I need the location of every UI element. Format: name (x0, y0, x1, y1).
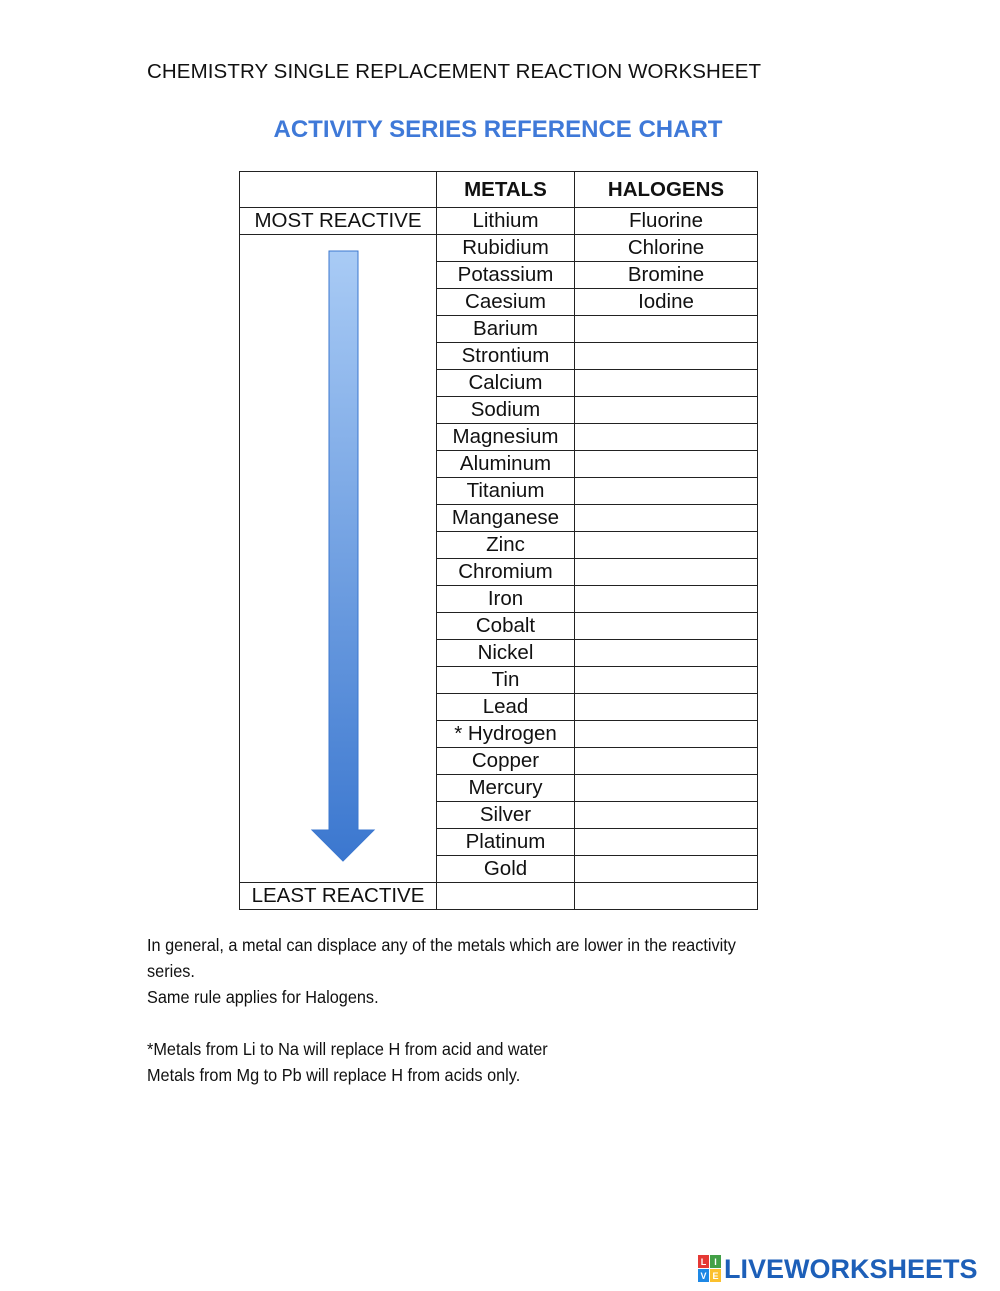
metal-cell: Sodium (437, 397, 575, 424)
halogen-cell: Iodine (575, 289, 758, 316)
metal-cell (437, 883, 575, 910)
document-title: CHEMISTRY SINGLE REPLACEMENT REACTION WORKSHEET (147, 60, 762, 83)
halogen-cell (575, 748, 758, 775)
metal-cell: Nickel (437, 640, 575, 667)
note-line: Same rule applies for Halogens. (147, 987, 379, 1007)
halogen-cell (575, 613, 758, 640)
halogen-cell (575, 586, 758, 613)
halogen-cell (575, 775, 758, 802)
svg-text:L: L (700, 1257, 707, 1267)
metal-cell: Zinc (437, 532, 575, 559)
halogen-cell (575, 829, 758, 856)
halogen-cell (575, 370, 758, 397)
metal-cell: Chromium (437, 559, 575, 586)
metal-cell: Calcium (437, 370, 575, 397)
halogen-cell: Bromine (575, 262, 758, 289)
halogen-cell: Chlorine (575, 235, 758, 262)
metal-cell: Magnesium (437, 424, 575, 451)
halogen-cell (575, 721, 758, 748)
most-reactive-label: MOST REACTIVE (240, 208, 437, 235)
note-line: Metals from Mg to Pb will replace H from acids only. (147, 1065, 521, 1085)
metal-cell: * Hydrogen (437, 721, 575, 748)
down-arrow-icon (240, 235, 436, 883)
metal-cell: Silver (437, 802, 575, 829)
liveworksheets-icon (698, 1255, 722, 1283)
metal-cell: Lithium (437, 208, 575, 235)
halogen-cell (575, 478, 758, 505)
brand-name: LIVEWORKSHEETS (724, 1254, 978, 1284)
svg-text:I: I (714, 1257, 717, 1267)
metal-cell: Potassium (437, 262, 575, 289)
halogen-cell (575, 316, 758, 343)
halogen-cell (575, 505, 758, 532)
halogen-cell (575, 451, 758, 478)
table-row (240, 883, 758, 910)
metal-cell: Gold (437, 856, 575, 883)
halogens-header: HALOGENS (575, 172, 758, 208)
note-line: In general, a metal can displace any of the metals which are lower in the reactivity (147, 935, 736, 955)
halogen-cell (575, 883, 758, 910)
metal-cell: Lead (437, 694, 575, 721)
metals-header: METALS (437, 172, 575, 208)
metal-cell: Aluminum (437, 451, 575, 478)
metal-cell: Manganese (437, 505, 575, 532)
svg-text:V: V (700, 1271, 707, 1281)
halogen-cell (575, 640, 758, 667)
metal-cell: Titanium (437, 478, 575, 505)
halogen-cell (575, 802, 758, 829)
note-line: *Metals from Li to Na will replace H from acid and water (147, 1039, 548, 1059)
halogen-cell (575, 397, 758, 424)
halogen-cell: Fluorine (575, 208, 758, 235)
chart-title: ACTIVITY SERIES REFERENCE CHART (273, 116, 723, 143)
table-row (240, 208, 758, 235)
liveworksheets-logo (698, 1255, 978, 1283)
note-line: series. (147, 961, 195, 981)
metal-cell: Cobalt (437, 613, 575, 640)
halogen-cell (575, 424, 758, 451)
metal-cell: Barium (437, 316, 575, 343)
metal-cell: Copper (437, 748, 575, 775)
header-blank-cell (240, 172, 437, 208)
metal-cell: Platinum (437, 829, 575, 856)
least-reactive-label: LEAST REACTIVE (240, 883, 437, 910)
metal-cell: Iron (437, 586, 575, 613)
halogen-cell (575, 667, 758, 694)
table-row (240, 235, 758, 262)
activity-series-table (239, 171, 758, 910)
svg-text:E: E (712, 1271, 719, 1281)
halogen-cell (575, 532, 758, 559)
halogen-cell (575, 559, 758, 586)
halogen-cell (575, 856, 758, 883)
metal-cell: Caesium (437, 289, 575, 316)
reactivity-arrow-cell (240, 235, 437, 883)
metal-cell: Mercury (437, 775, 575, 802)
metal-cell: Strontium (437, 343, 575, 370)
halogen-cell (575, 694, 758, 721)
notes (147, 932, 798, 1088)
metal-cell: Rubidium (437, 235, 575, 262)
header-row (240, 172, 758, 208)
metal-cell: Tin (437, 667, 575, 694)
halogen-cell (575, 343, 758, 370)
